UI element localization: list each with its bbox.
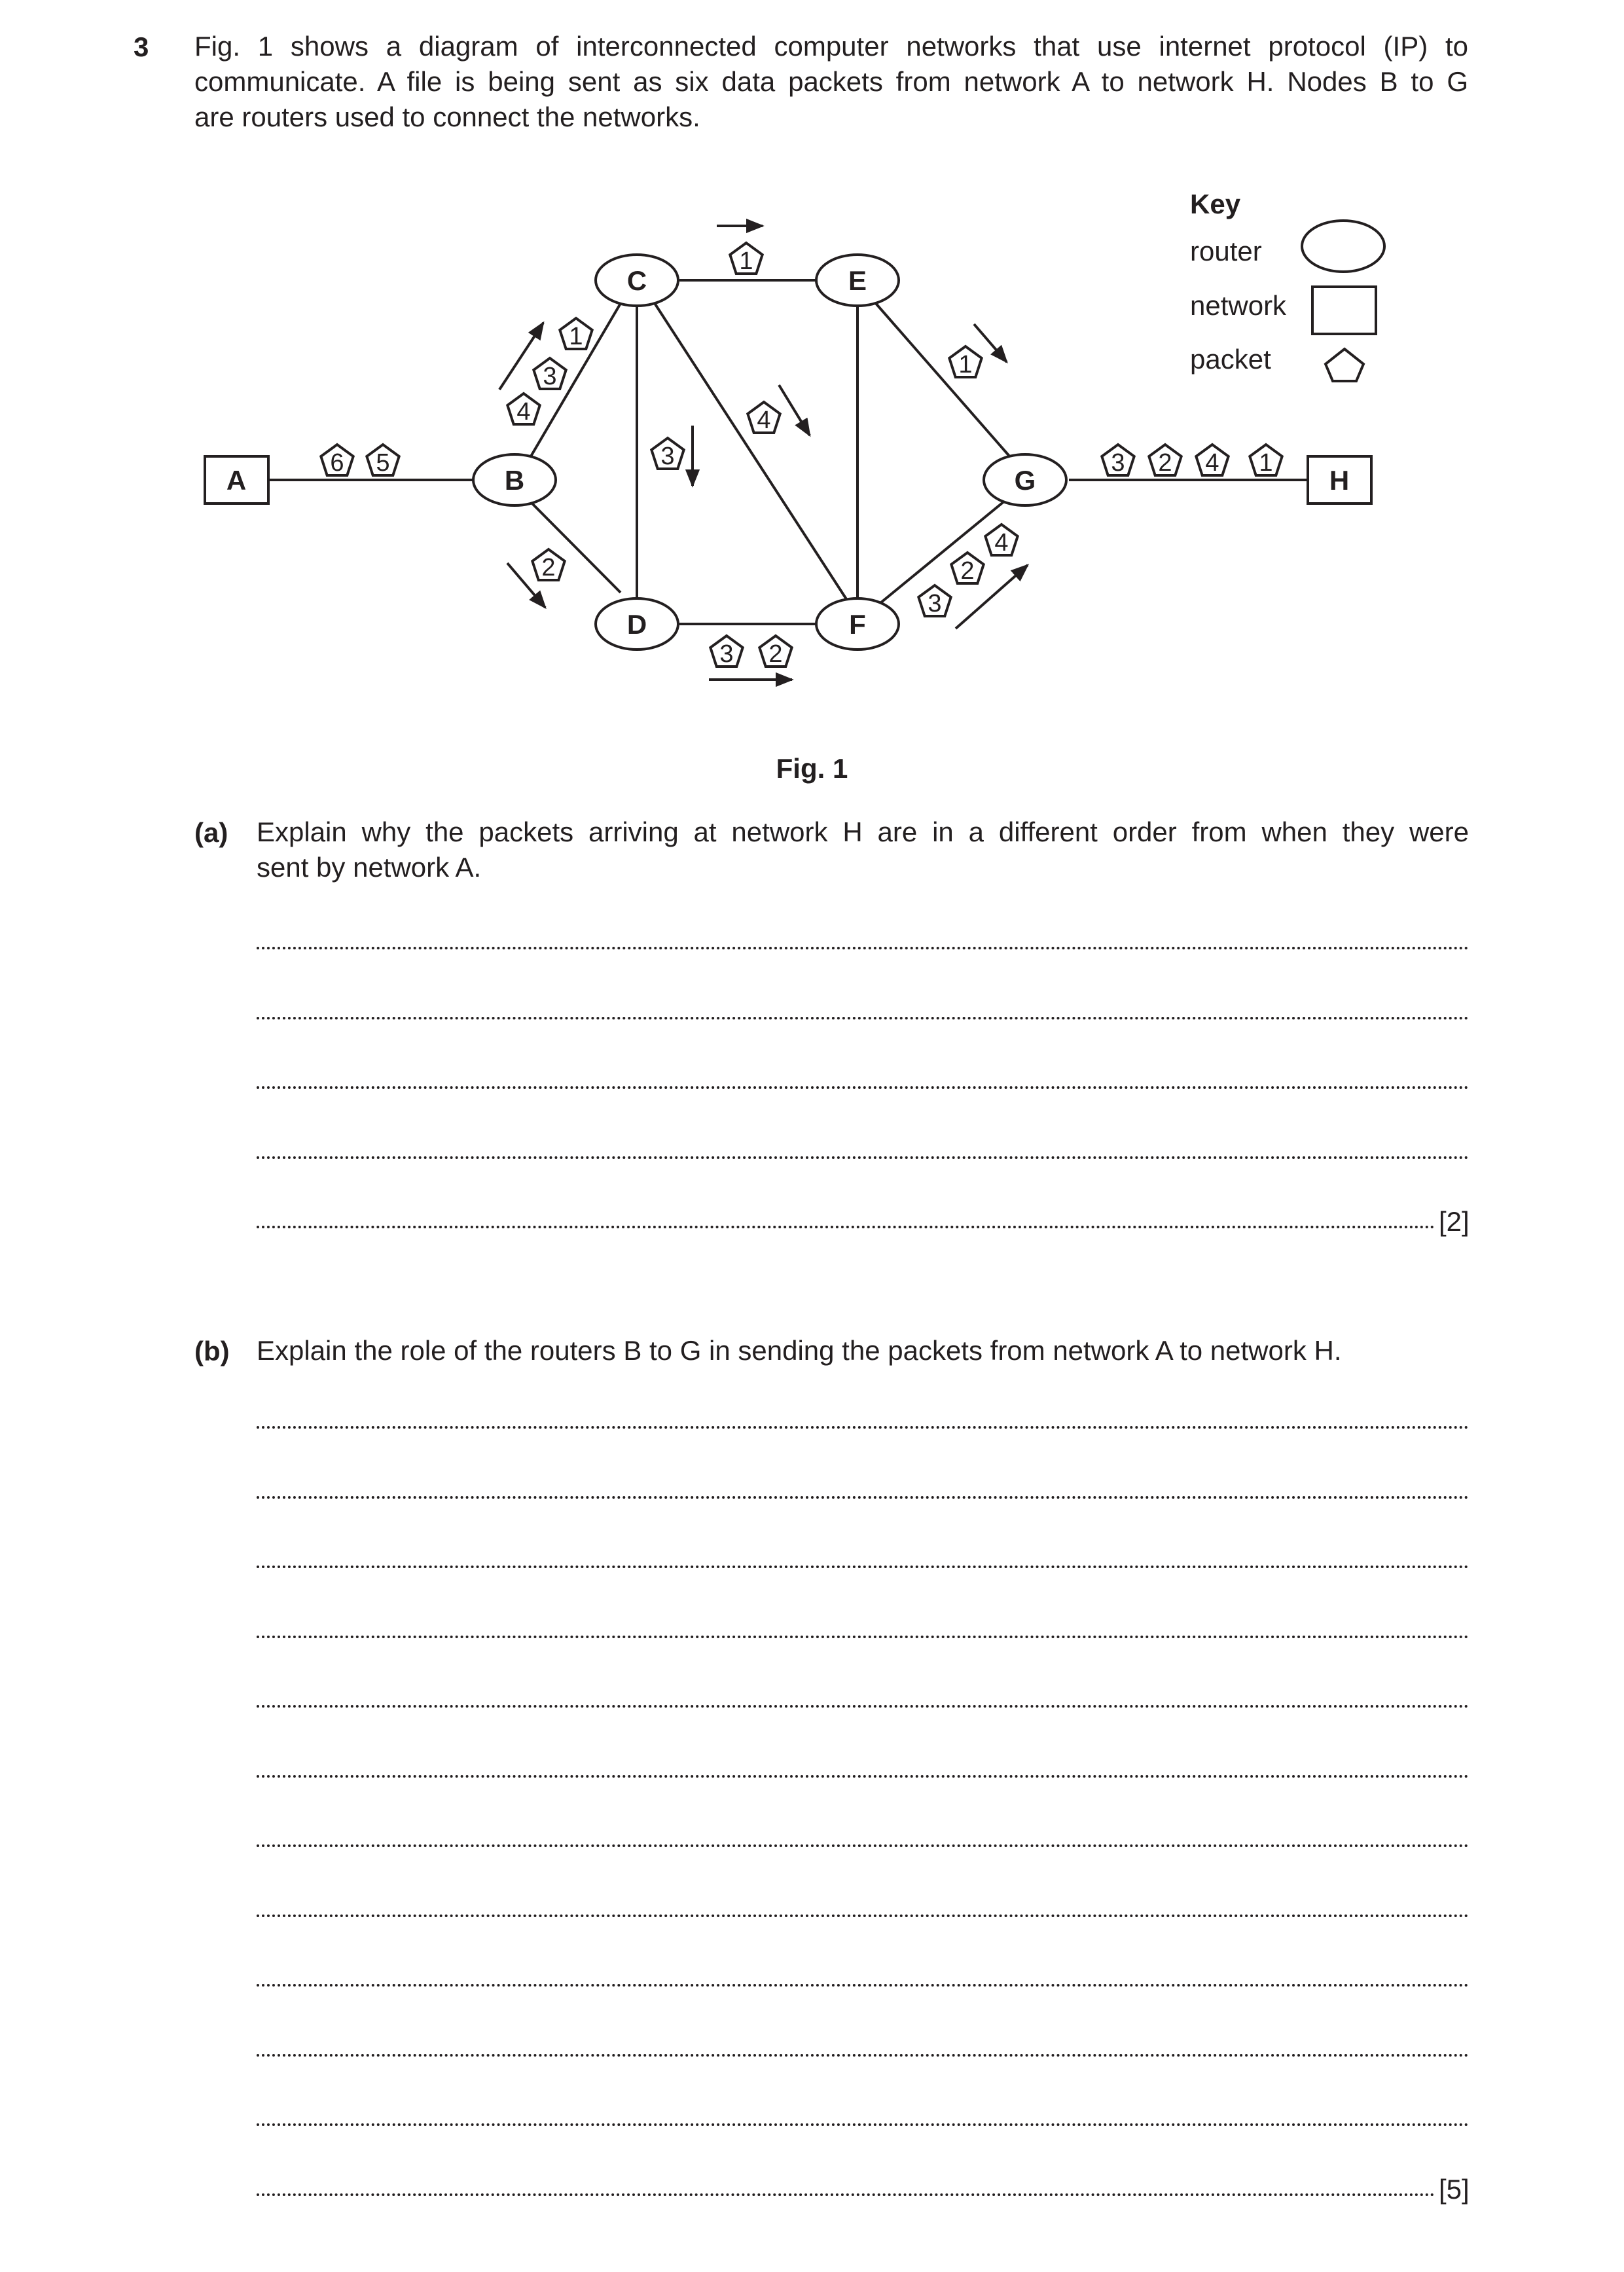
packet-number: 2 (541, 554, 556, 581)
packet-number: 3 (1111, 449, 1125, 477)
answer-line[interactable] (257, 1775, 1469, 1778)
answer-line[interactable] (257, 2193, 1435, 2196)
diagram-key (1190, 189, 1384, 381)
router-d (596, 598, 678, 650)
packet-f-g (951, 553, 983, 585)
key-router-label: router (1190, 236, 1262, 266)
intro-line: Fig. 1 shows a diagram of interconnected computer networks that use internet protocol (IP) to (194, 31, 1468, 62)
part-a-line: Explain why the packets arriving at network H are in a different order from when they were (257, 816, 1469, 847)
packet-number: 4 (757, 407, 771, 434)
intro-line: are routers used to connect the networks. (194, 101, 700, 132)
packet-number: 4 (516, 398, 531, 426)
packet-number: 4 (994, 529, 1009, 557)
answer-line[interactable] (257, 1915, 1469, 1917)
node-label: C (626, 265, 647, 296)
answer-line[interactable] (257, 1426, 1469, 1429)
link-e-g (874, 301, 1011, 458)
answer-line[interactable] (257, 1496, 1469, 1499)
key-network-symbol (1312, 287, 1376, 334)
part-a-question (257, 815, 1469, 885)
packet-number: 3 (719, 640, 734, 668)
node-label: D (626, 609, 647, 640)
packet-b-c (507, 394, 539, 426)
packet-number: 1 (569, 323, 583, 350)
network-h (1308, 456, 1371, 504)
part-a-mark: [2] (1439, 1206, 1470, 1237)
router-b (473, 454, 556, 505)
answer-line[interactable] (257, 1156, 1469, 1159)
node-label: B (504, 465, 525, 496)
router-e (816, 255, 899, 306)
node-label: E (848, 265, 867, 296)
part-b-mark: [5] (1439, 2174, 1470, 2205)
part-b-line: Explain the role of the routers B to G in sending the packets from network A to network H. (257, 1335, 1342, 1366)
answer-line[interactable] (257, 1705, 1469, 1708)
answer-line[interactable] (257, 1226, 1435, 1228)
part-a-line: sent by network A. (257, 852, 482, 883)
packet-number: 1 (958, 351, 973, 378)
figure-caption: Fig. 1 (776, 753, 848, 784)
answer-line[interactable] (257, 1844, 1469, 1847)
packet-d-f (710, 636, 742, 668)
packet-g-h (1149, 445, 1181, 477)
packet-g-h (1102, 445, 1134, 477)
answer-line[interactable] (257, 1984, 1469, 1987)
question-number: 3 (134, 31, 149, 62)
router-g (984, 454, 1066, 505)
packet-number: 6 (330, 449, 344, 477)
packet-d-f (759, 636, 791, 668)
part-a-label: (a) (194, 817, 228, 848)
packet-number: 3 (660, 443, 675, 470)
packet-number: 3 (928, 590, 942, 617)
packet-g-h (1250, 445, 1282, 477)
packet-b-d (532, 549, 564, 581)
key-packet-label: packet (1190, 344, 1271, 375)
packet-number: 2 (1158, 449, 1172, 477)
answer-line[interactable] (257, 2123, 1469, 2126)
packet-direction-arrows (499, 226, 1028, 680)
packet-number: 4 (1205, 449, 1219, 477)
packet-a-b (367, 445, 399, 477)
network-diagram (0, 0, 1624, 733)
packet-number: 2 (768, 640, 783, 668)
packet-c-d (651, 438, 683, 470)
packet-c-f (748, 402, 780, 434)
key-packet-symbol (1326, 349, 1363, 381)
packets-layer (321, 243, 1282, 668)
packet-b-c (533, 358, 566, 390)
packet-e-g (949, 346, 981, 378)
key-title: Key (1190, 189, 1241, 219)
node-label: A (226, 465, 247, 496)
packet-number: 1 (739, 247, 753, 275)
packet-a-b (321, 445, 353, 477)
packet-number: 2 (960, 557, 975, 585)
packet-g-h (1196, 445, 1228, 477)
part-b-label: (b) (194, 1336, 230, 1366)
packet-number: 1 (1259, 449, 1273, 477)
packet-number: 5 (376, 449, 390, 477)
answer-line[interactable] (257, 2054, 1469, 2057)
router-c (596, 255, 678, 306)
packet-c-e (730, 243, 762, 275)
key-router-symbol (1302, 221, 1384, 272)
answer-line[interactable] (257, 1086, 1469, 1089)
arrow-icon (779, 385, 810, 435)
answer-line[interactable] (257, 1566, 1469, 1568)
node-label: G (1014, 465, 1036, 496)
answer-line[interactable] (257, 1636, 1469, 1638)
packet-f-g (918, 585, 950, 617)
key-network-label: network (1190, 290, 1287, 321)
router-f (816, 598, 899, 650)
answer-line[interactable] (257, 947, 1469, 949)
packet-f-g (985, 524, 1017, 557)
network-a (205, 456, 268, 504)
answer-line[interactable] (257, 1017, 1469, 1019)
node-label: H (1329, 465, 1350, 496)
network-links (268, 280, 1308, 624)
node-label: F (849, 609, 866, 640)
packet-b-c (560, 318, 592, 350)
part-b-question (257, 1333, 1469, 1368)
packet-number: 3 (543, 363, 557, 390)
intro-line: communicate. A file is being sent as six data packets from network A to network H. Nodes B to G (194, 66, 1468, 97)
